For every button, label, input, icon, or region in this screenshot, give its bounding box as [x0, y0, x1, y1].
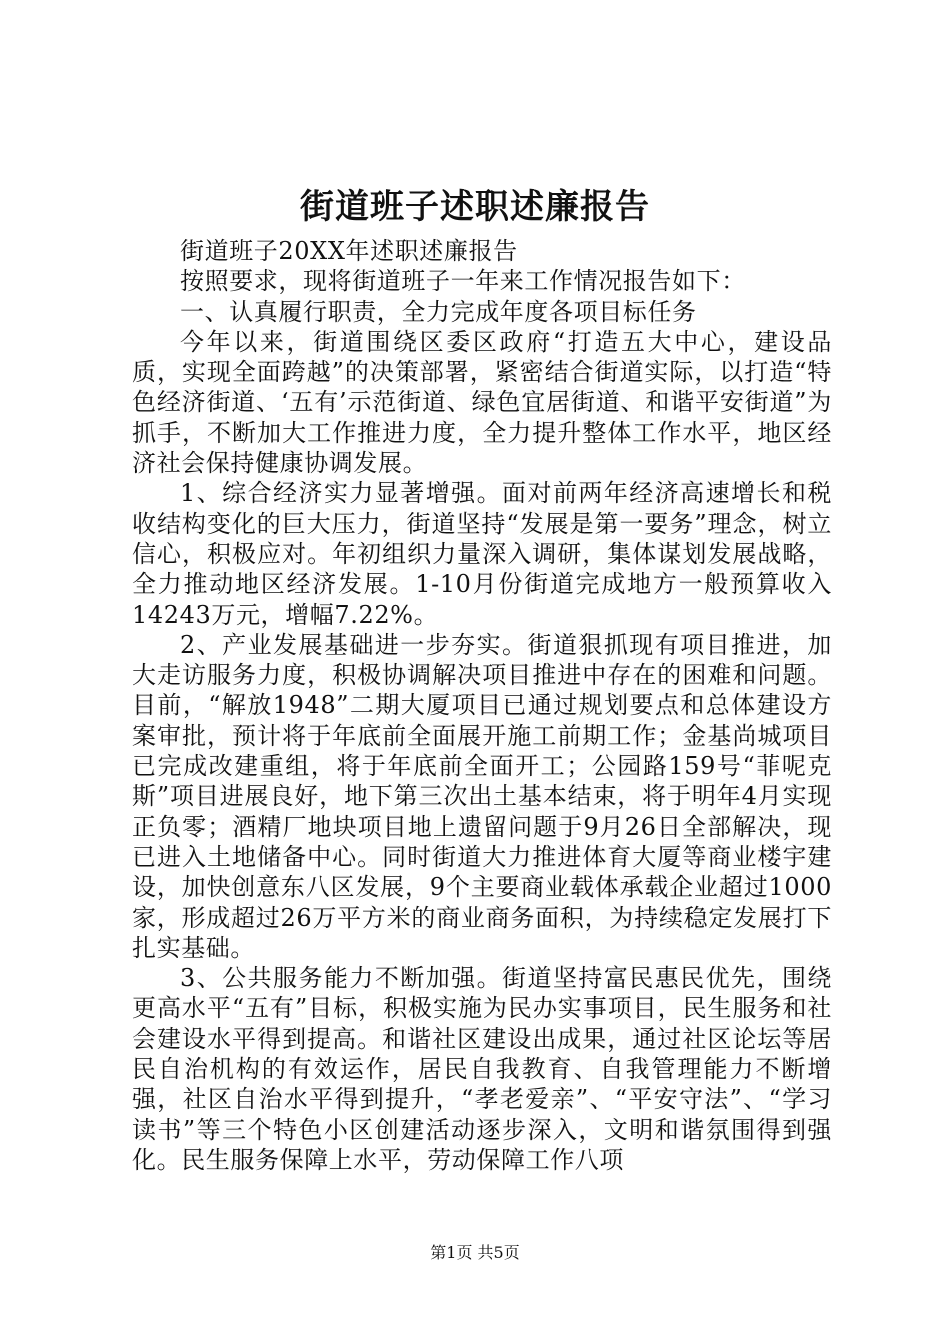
- paragraph-item-2: 2、产业发展基础进一步夯实。街道狠抓现有项目推进，加大走访服务力度，积极协调解决项目推进中存在的困难和问题。目前，“解放1948”二期大厦项目已通过规划要点和总体建设方案审批，预计将于年底前全面展开施工前期工作；金基尚城项目已完成改建重组，将于年底前全面开工；公园路159号“菲呢克斯”项目进展良好，地下第三次出土基本结束，将于明年4月实现正负零；酒精厂地块项目地上遗留问题于9月26日全部解决，现已进入土地储备中心。同时街道大力推进体育大厦等商业楼宇建设，加快创意东八区发展，9个主要商业载体承载企业超过1000家，形成超过26万平方米的商业商务面积，为持续稳定发展打下扎实基础。: [132, 630, 832, 962]
- paragraph-section-heading: 一、认真履行职责，全力完成年度各项目标任务: [180, 297, 697, 326]
- paragraph-item-1: 1、综合经济实力显著增强。面对前两年经济高速增长和税收结构变化的巨大压力，街道坚持“发展是第一要务”理念，树立信心，积极应对。年初组织力量深入调研，集体谋划发展战略，全力推动地区经济发展。1-10月份街道完成地方一般预算收入14243万元，增幅7.22%。: [132, 479, 832, 629]
- document-body: [132, 236, 832, 1175]
- paragraph-overview: 今年以来，街道围绕区委区政府“打造五大中心，建设品质，实现全面跨越”的决策部署，紧密结合街道实际，以打造“特色经济街道、‘五有’示范街道、绿色宜居街道、和谐平安街道”为抓手，不断加大工作推进力度，全力提升整体工作水平，地区经济社会保持健康协调发展。: [132, 327, 832, 478]
- page-footer: 第1页 共5页: [430, 1243, 520, 1262]
- paragraph-subtitle: 街道班子20XX年述职述廉报告: [180, 237, 518, 265]
- paragraph-item-3: 3、公共服务能力不断加强。街道坚持富民惠民优先，围绕更高水平“五有”目标，积极实施为民办实事项目，民生服务和社会建设水平得到提高。和谐社区建设出成果，通过社区论坛等居民自治机构的有效运作，居民自我教育、自我管理能力不断增强，社区自治水平得到提升，“孝老爱亲”、“平安守法”、“学习读书”等三个特色小区创建活动逐步深入，文明和谐氛围得到强化。民生服务保障上水平，劳动保障工作八项: [132, 964, 832, 1174]
- paragraph-intro: 按照要求，现将街道班子一年来工作情况报告如下：: [180, 267, 746, 296]
- document-title: 街道班子述职述廉报告: [300, 187, 650, 227]
